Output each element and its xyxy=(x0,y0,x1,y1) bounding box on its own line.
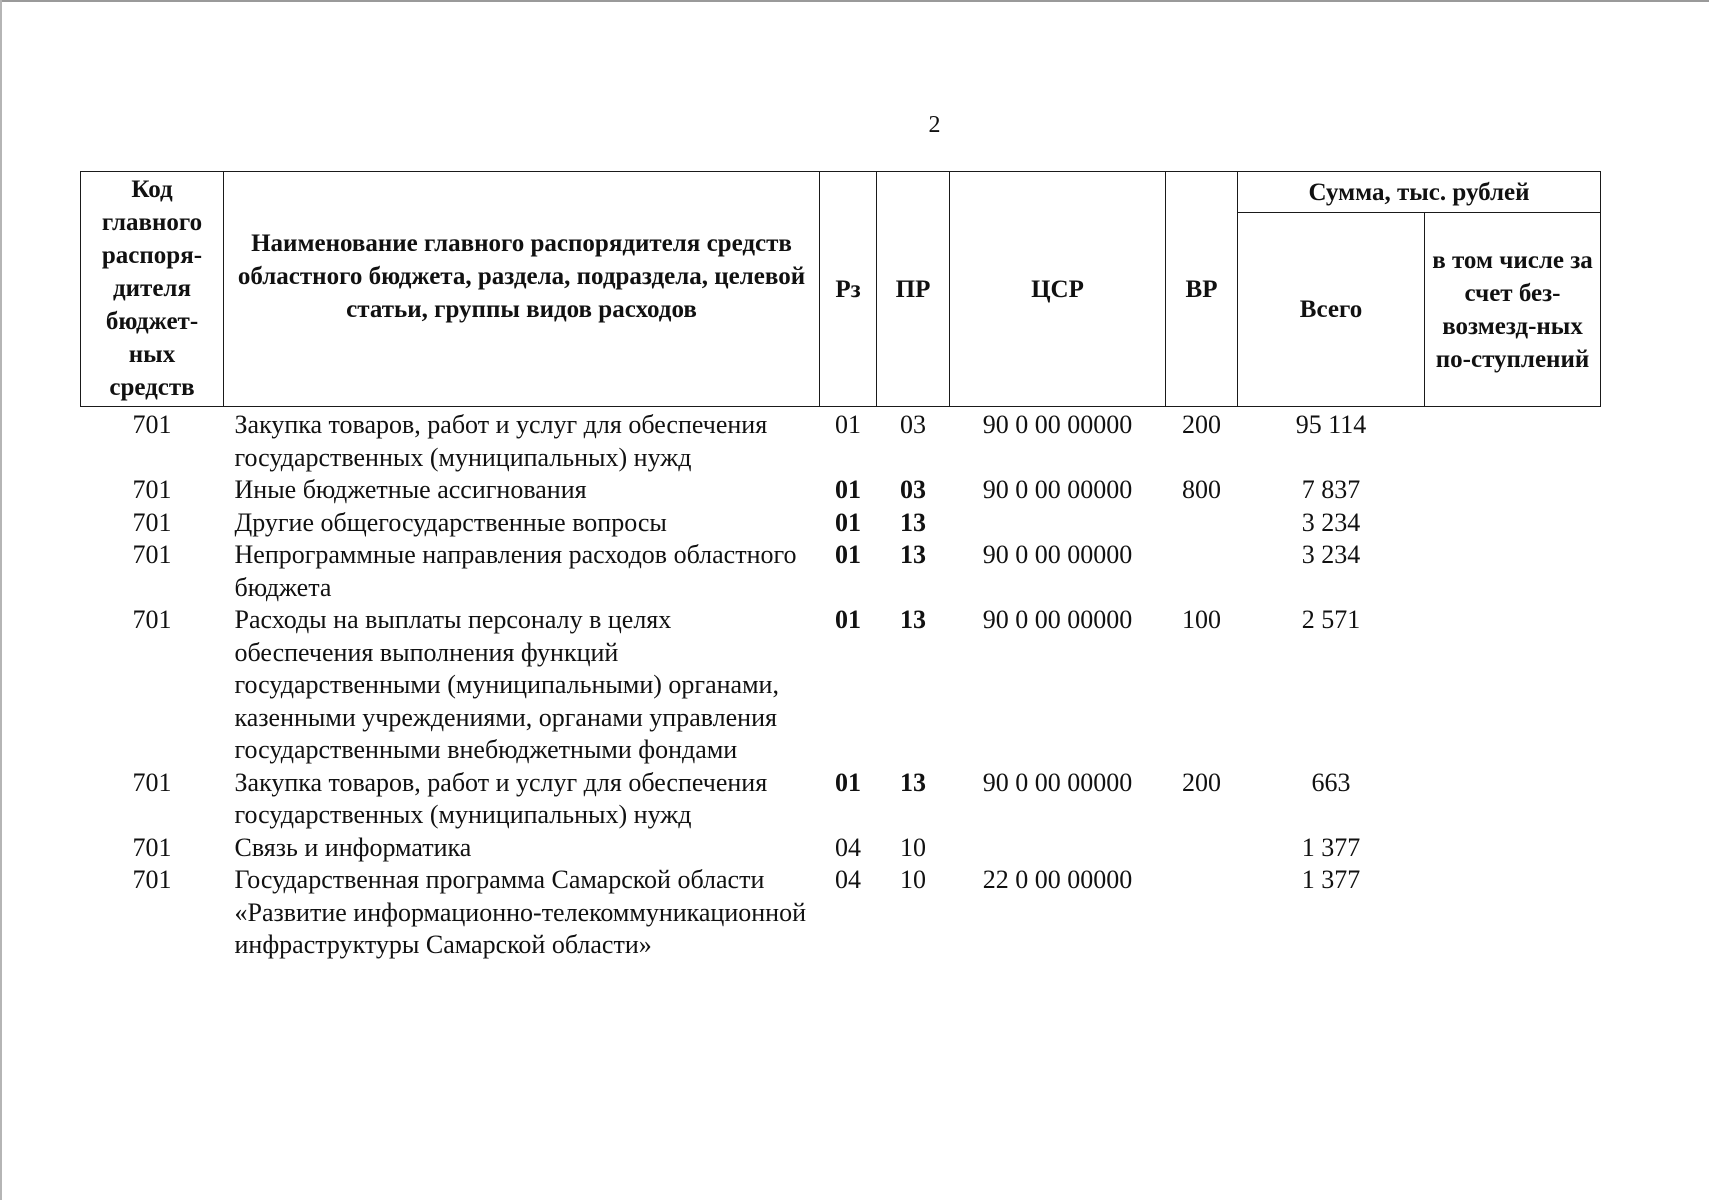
cell-pr: 13 xyxy=(900,605,926,634)
header-code: Код главного распоря-дителя бюджет-ных средств xyxy=(81,172,224,407)
header-name: Наименование главного распорядителя средств областного бюджета, раздела, подраздела, целевой статьи, группы видов расходов xyxy=(224,172,820,407)
header-free: в том числе за счет без-возмезд-ных по-ступлений xyxy=(1425,213,1601,407)
header-rz: Рз xyxy=(820,172,877,407)
cell-total: 95 114 xyxy=(1295,410,1367,439)
cell-total: 7 837 xyxy=(1301,475,1361,504)
cell-total: 3 234 xyxy=(1301,507,1361,537)
cell-vr xyxy=(1166,832,1238,865)
cell-csr xyxy=(950,832,1166,865)
cell-vr xyxy=(1166,539,1238,604)
cell-total: 2 571 xyxy=(1301,605,1361,634)
cell-rz: 01 xyxy=(835,507,861,537)
cell-vr xyxy=(1166,864,1238,962)
cell-pr: 13 xyxy=(900,507,926,537)
cell-free xyxy=(1425,864,1601,962)
table-row xyxy=(81,832,1601,865)
table-row xyxy=(81,604,1601,767)
table-row xyxy=(81,767,1601,832)
cell-rz: 01 xyxy=(835,410,861,439)
cell-free xyxy=(1425,832,1601,865)
cell-csr: 90 0 00 00000 xyxy=(982,475,1133,504)
cell-free xyxy=(1425,474,1601,507)
cell-csr xyxy=(950,507,1166,540)
cell-code: 701 xyxy=(132,605,172,634)
cell-pr: 10 xyxy=(900,865,926,894)
cell-total: 3 234 xyxy=(1301,540,1361,569)
cell-csr: 90 0 00 00000 xyxy=(982,767,1133,797)
table-header xyxy=(81,172,1601,407)
cell-code: 701 xyxy=(132,540,172,569)
cell-free xyxy=(1425,604,1601,767)
cell-csr: 22 0 00 00000 xyxy=(982,865,1133,894)
table-row xyxy=(81,407,1601,475)
header-sum: Сумма, тыс. рублей xyxy=(1238,172,1601,213)
header-pr: ПР xyxy=(877,172,950,407)
cell-name: Непрограммные направления расходов областного бюджета xyxy=(234,540,797,602)
header-csr: ЦСР xyxy=(950,172,1166,407)
cell-name: Другие общегосударственные вопросы xyxy=(234,507,667,537)
cell-name: Закупка товаров, работ и услуг для обеспечения государственных (муниципальных) нужд xyxy=(234,767,768,829)
scan-edge-top xyxy=(0,0,1709,2)
cell-rz: 01 xyxy=(835,540,861,569)
cell-name: Расходы на выплаты персоналу в целях обеспечения выполнения функций государственными (муниципальными) органами, казенными учреждениями, органами управления государственными внебюджетными фондами xyxy=(234,605,779,764)
cell-total: 1 377 xyxy=(1301,865,1361,894)
cell-name: Государственная программа Самарской области «Развитие информационно-телекоммуникационной инфраструктуры Самарской области» xyxy=(234,865,807,959)
header-vr: ВР xyxy=(1166,172,1238,407)
scan-edge-left xyxy=(0,0,2,1200)
cell-pr: 03 xyxy=(900,475,926,504)
cell-free xyxy=(1425,767,1601,832)
cell-free xyxy=(1425,407,1601,475)
table-row xyxy=(81,864,1601,962)
cell-name: Связь и информатика xyxy=(234,832,472,862)
cell-rz: 01 xyxy=(835,605,861,634)
cell-free xyxy=(1425,539,1601,604)
cell-pr: 03 xyxy=(900,410,926,439)
budget-table xyxy=(80,171,1601,962)
cell-csr: 90 0 00 00000 xyxy=(982,410,1133,439)
table-row xyxy=(81,539,1601,604)
cell-pr: 10 xyxy=(900,832,926,862)
cell-vr: 100 xyxy=(1182,605,1221,634)
cell-vr xyxy=(1166,507,1238,540)
cell-vr: 200 xyxy=(1182,410,1221,439)
cell-name: Иные бюджетные ассигнования xyxy=(234,475,587,504)
cell-total: 1 377 xyxy=(1301,832,1361,862)
header-total: Всего xyxy=(1238,213,1425,407)
cell-csr: 90 0 00 00000 xyxy=(982,540,1133,569)
cell-code: 701 xyxy=(132,832,172,862)
cell-name: Закупка товаров, работ и услуг для обеспечения государственных (муниципальных) нужд xyxy=(234,410,768,472)
table-row xyxy=(81,474,1601,507)
cell-code: 701 xyxy=(132,865,172,894)
cell-vr: 800 xyxy=(1182,475,1221,504)
cell-csr: 90 0 00 00000 xyxy=(982,605,1133,634)
cell-free xyxy=(1425,507,1601,540)
cell-vr: 200 xyxy=(1182,767,1221,797)
cell-pr: 13 xyxy=(900,767,926,797)
cell-total: 663 xyxy=(1311,767,1351,797)
cell-rz: 01 xyxy=(835,767,861,797)
cell-pr: 13 xyxy=(900,540,926,569)
table-row xyxy=(81,507,1601,540)
cell-code: 701 xyxy=(132,507,172,537)
cell-rz: 01 xyxy=(835,475,861,504)
page-number: 2 xyxy=(928,112,941,138)
cell-code: 701 xyxy=(132,410,172,439)
cell-code: 701 xyxy=(132,475,172,504)
cell-rz: 04 xyxy=(835,865,861,894)
cell-rz: 04 xyxy=(835,832,861,862)
table-body xyxy=(81,407,1601,962)
cell-code: 701 xyxy=(132,767,172,797)
